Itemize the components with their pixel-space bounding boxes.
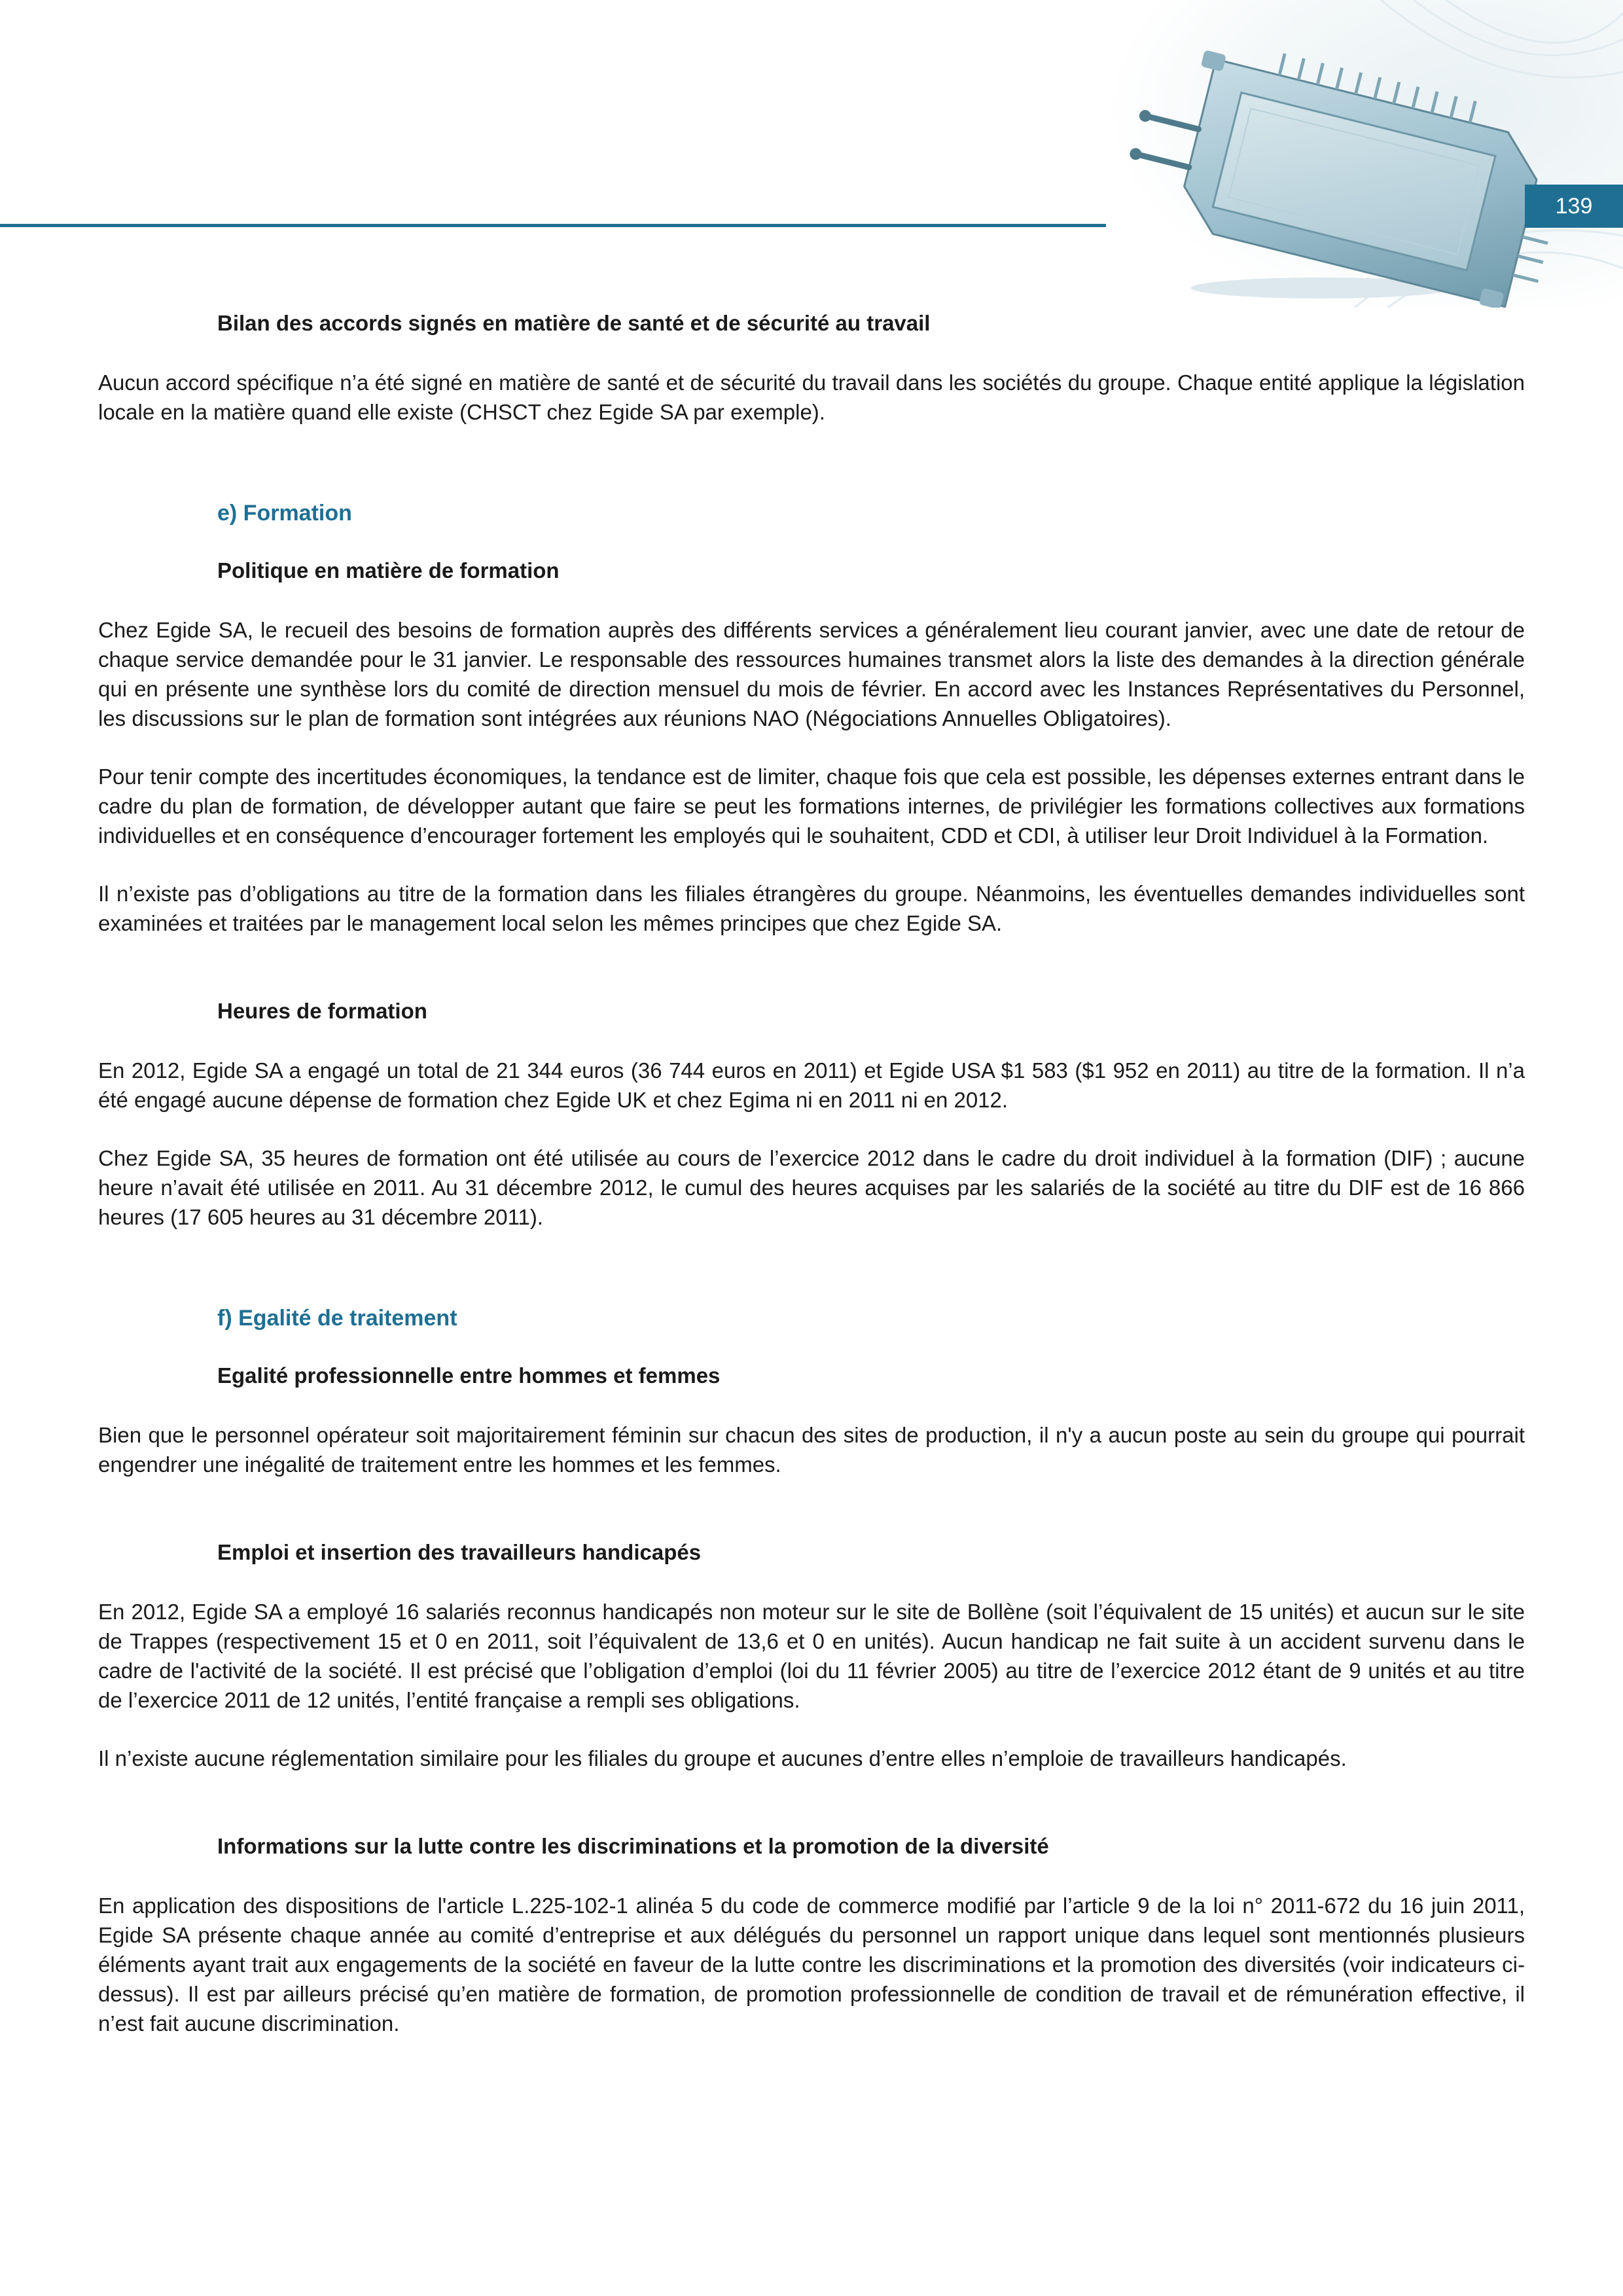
egalite-paragraph: Bien que le personnel opérateur soit majoritairement féminin sur chacun des sites de production, il n'y a aucun poste au sein du groupe qui pourrait engendrer une inégalité de traitement entre les hommes et les femmes. [98,1423,1525,1477]
discrimination-heading: Informations sur la lutte contre les discriminations et la promotion de la diversité [217,1834,1049,1858]
document-body [98,309,1525,2038]
heures-heading: Heures de formation [217,999,427,1023]
politique-paragraph-3: Il n’existe pas d’obligations au titre de la formation dans les filiales étrangères du groupe. Néanmoins, les éventuelles demandes individuelles sont examinées et traitées par le management local selon les mêmes principes que chez Egide SA. [98,882,1525,935]
politique-paragraph-2: Pour tenir compte des incertitudes économiques, la tendance est de limiter, chaque fois que cela est possible, les dépenses externes entrant dans le cadre du plan de formation, de développer autant que faire se peut les formations internes, de privilégier les formations collectives aux formations individuelles et en conséquence d’encourager fortement les employés qui le souhaitent, CDD et CDI, à utiliser leur Droit Individuel à la Formation. [98,764,1525,848]
egalite-heading: Egalité professionnelle entre hommes et femmes [217,1363,721,1388]
politique-heading: Politique en matière de formation [217,558,560,583]
section-title-egalite: f) Egalité de traitement [217,1306,457,1331]
heures-paragraph-2: Chez Egide SA, 35 heures de formation ont été utilisée au cours de l’exercice 2012 dans le cadre du droit individuel à la formation (DIF) ; aucune heure n’avait été utilisée en 2011. Au 31 décembre 2012, le cumul des heures acquises par les salariés de la société au titre du DIF est de 16 866 heures (17 605 heures au 31 décembre 2011). [98,1146,1525,1229]
electronic-package-icon [1106,0,1623,308]
emploi-paragraph-1: En 2012, Egide SA a employé 16 salariés reconnus handicapés non moteur sur le site de Bollène (soit l’équivalent de 15 unités) et aucun sur le site de Trappes (respectivement 15 et 0 en 2011, soit l’équivalent de 13,6 et 0 en unités). Aucun handicap ne fait suite à un accident survenu dans le cadre de l'activité de la société. Il est précisé que l’obligation d’emploi (loi du 11 février 2005) au titre de l’exercice 2012 étant de 9 unités et au titre de l’exercice 2011 de 12 unités, l’entité française a rempli ses obligations. [98,1600,1525,1712]
page-number: 139 [1525,185,1623,228]
discrimination-paragraph: En application des dispositions de l'article L.225-102-1 alinéa 5 du code de commerce modifié par l’article 9 de la loi n° 2011-672 du 16 juin 2011, Egide SA présente chaque année au comité d’entreprise et aux délégués du personnel un rapport unique dans lequel sont mentionnés plusieurs éléments ayant trait aux engagements de la société en faveur de la lutte contre les discriminations et la promotion des diversités (voir indicateurs ci-dessus). Il est par ailleurs précisé qu’en matière de formation, de promotion professionnelle de condition de travail et de rémunération effective, il n’est fait aucune discrimination. [98,1893,1525,2036]
heures-paragraph-1: En 2012, Egide SA a engagé un total de 21 344 euros (36 744 euros en 2011) et Egide USA $1 583 ($1 952 en 2011) au titre de la formation. Il n’a été engagé aucune dépense de formation chez Egide UK et chez Egima ni en 2011 ni en 2012. [98,1058,1525,1112]
bilan-heading: Bilan des accords signés en matière de santé et de sécurité au travail [217,311,931,335]
section-title-formation: e) Formation [217,501,352,526]
emploi-paragraph-2: Il n’existe aucune réglementation similaire pour les filiales du groupe et aucunes d’entre elles n’emploie de travailleurs handicapés. [98,1746,1347,1770]
bilan-paragraph: Aucun accord spécifique n’a été signé en matière de santé et de sécurité du travail dans les sociétés du groupe. Chaque entité applique la législation locale en la matière quand elle existe (CHSCT chez Egide SA par exemple). [98,370,1525,424]
emploi-heading: Emploi et insertion des travailleurs handicapés [217,1540,702,1564]
politique-paragraph-1: Chez Egide SA, le recueil des besoins de formation auprès des différents services a généralement lieu courant janvier, avec une date de retour de chaque service demandée pour le 31 janvier. Le responsable des ressources humaines transmet alors la liste des demandes à la direction générale qui en présente une synthèse lors du comité de direction mensuel du mois de février. En accord avec les Instances Représentatives du Personnel, les discussions sur le plan de formation sont intégrées aux réunions NAO (Négociations Annuelles Obligatoires). [98,618,1525,730]
header-rule [0,224,1114,227]
